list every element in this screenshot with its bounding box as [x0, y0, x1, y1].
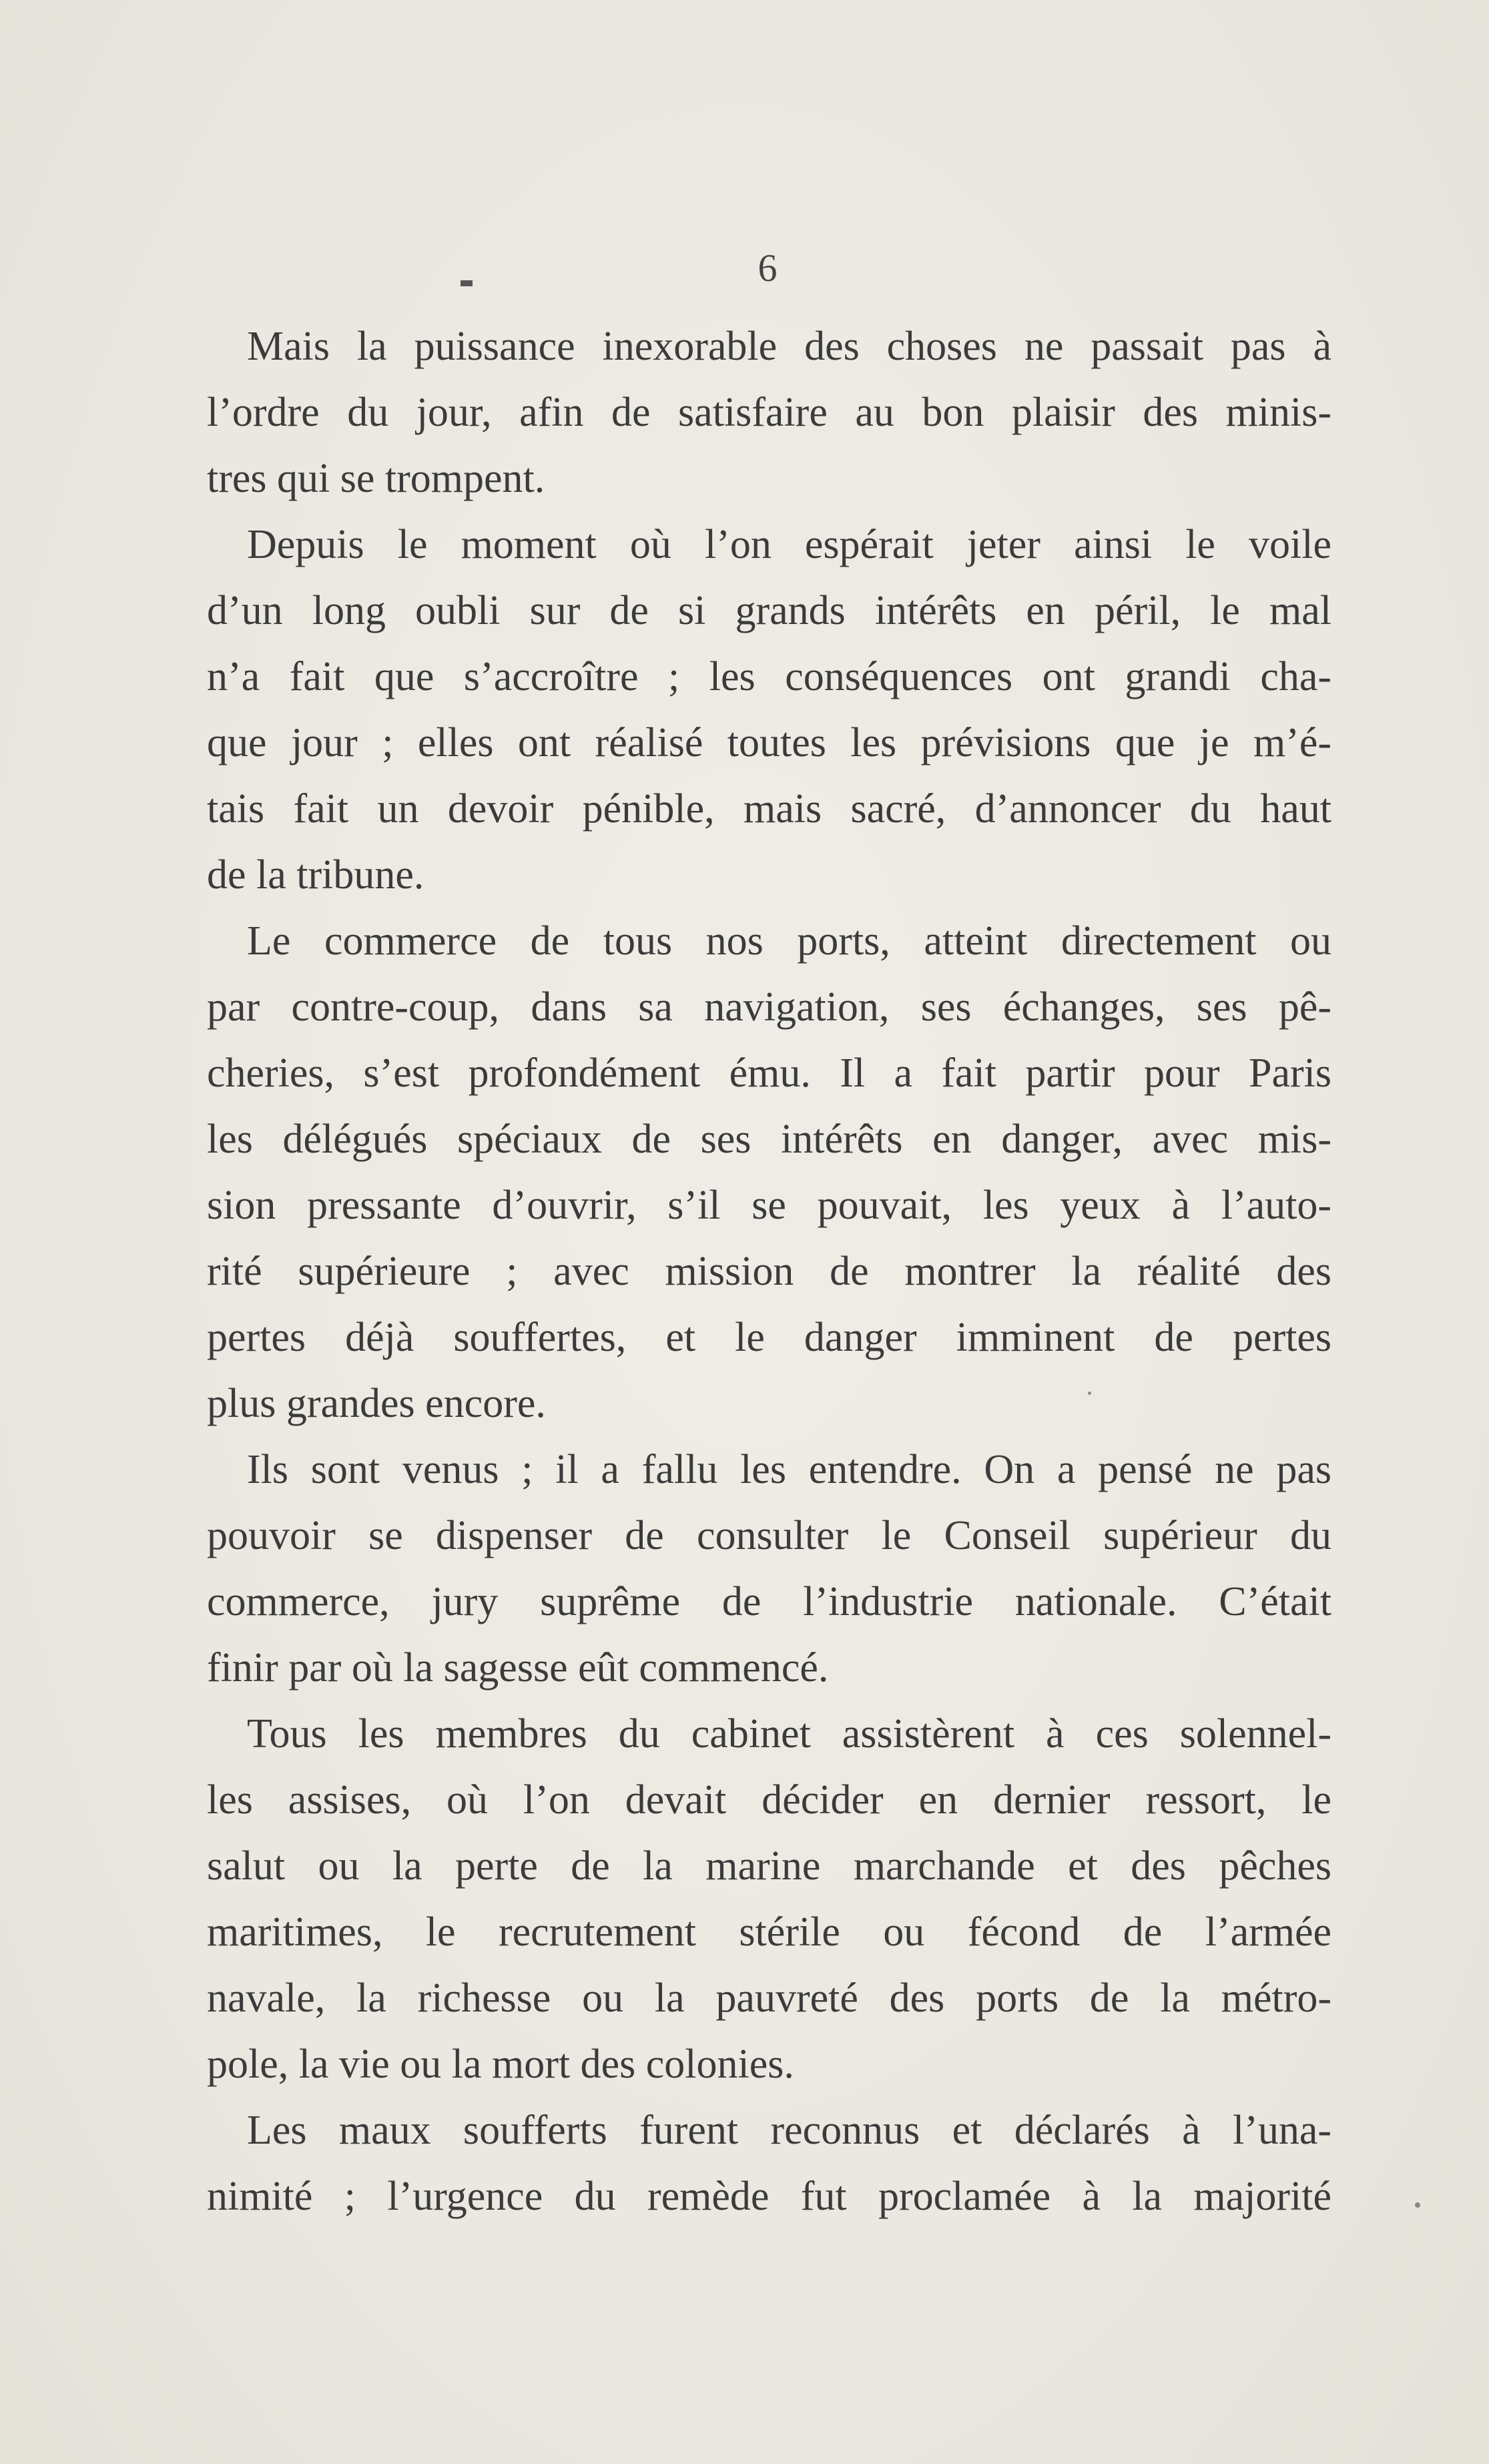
text-line: Ils sont venus ; il a fallu les entendre. On a pensé ne pas — [247, 1447, 1331, 1492]
text-line: Mais la puissance inexorable des choses ne passait pas à — [247, 324, 1331, 369]
text-line: Depuis le moment où l’on espérait jeter ainsi le voile — [247, 522, 1331, 567]
text-line: que jour ; elles ont réalisé toutes les prévisions que je m’é- — [207, 720, 1331, 765]
text-line: salut ou la perte de la marine marchande et des pêches — [207, 1843, 1331, 1889]
text-line: pouvoir se dispenser de consulter le Conseil supérieur du — [207, 1513, 1331, 1558]
text-line: commerce, jury suprême de l’industrie nationale. C’était — [207, 1579, 1331, 1624]
text-line: maritimes, le recrutement stérile ou fécond de l’armée — [207, 1909, 1331, 1955]
text-line: nimité ; l’urgence du remède fut proclamée à la majorité — [207, 2174, 1331, 2219]
folio-ornament — [461, 280, 473, 286]
text-line: d’un long oubli sur de si grands intérêts en péril, le mal — [207, 588, 1331, 633]
text-line: sion pressante d’ouvrir, s’il se pouvait, les yeux à l’auto- — [207, 1183, 1331, 1228]
text-line: finir par où la sagesse eût commencé. — [207, 1645, 829, 1690]
text-line: Tous les membres du cabinet assistèrent à ces solennel- — [247, 1711, 1331, 1757]
paper-speck — [1088, 1392, 1091, 1395]
text-line: de la tribune. — [207, 852, 424, 898]
text-line: l’ordre du jour, afin de satisfaire au bon plaisir des minis- — [207, 390, 1331, 435]
text-line: pole, la vie ou la mort des colonies. — [207, 2042, 794, 2087]
text-line: navale, la richesse ou la pauvreté des ports de la métro- — [207, 1975, 1331, 2021]
page-number: 6 — [758, 246, 778, 290]
body-text — [207, 314, 1331, 2230]
text-line: pertes déjà souffertes, et le danger imminent de pertes — [207, 1315, 1331, 1360]
text-line: n’a fait que s’accroître ; les conséquences ont grandi cha- — [207, 654, 1331, 699]
text-line: cheries, s’est profondément ému. Il a fait partir pour Paris — [207, 1050, 1331, 1096]
paper-speck — [1415, 2202, 1420, 2208]
text-line: Les maux soufferts furent reconnus et déclarés à l’una- — [247, 2108, 1331, 2153]
text-line: plus grandes encore. — [207, 1381, 546, 1426]
text-line: les assises, où l’on devait décider en dernier ressort, le — [207, 1777, 1331, 1823]
text-line: Le commerce de tous nos ports, atteint directement ou — [247, 918, 1331, 964]
text-line: tres qui se trompent. — [207, 456, 545, 501]
text-line: rité supérieure ; avec mission de montrer la réalité des — [207, 1249, 1331, 1294]
text-line: les délégués spéciaux de ses intérêts en danger, avec mis- — [207, 1117, 1331, 1162]
text-line: par contre-coup, dans sa navigation, ses échanges, ses pê- — [207, 984, 1331, 1030]
text-line: tais fait un devoir pénible, mais sacré, d’annoncer du haut — [207, 786, 1331, 832]
